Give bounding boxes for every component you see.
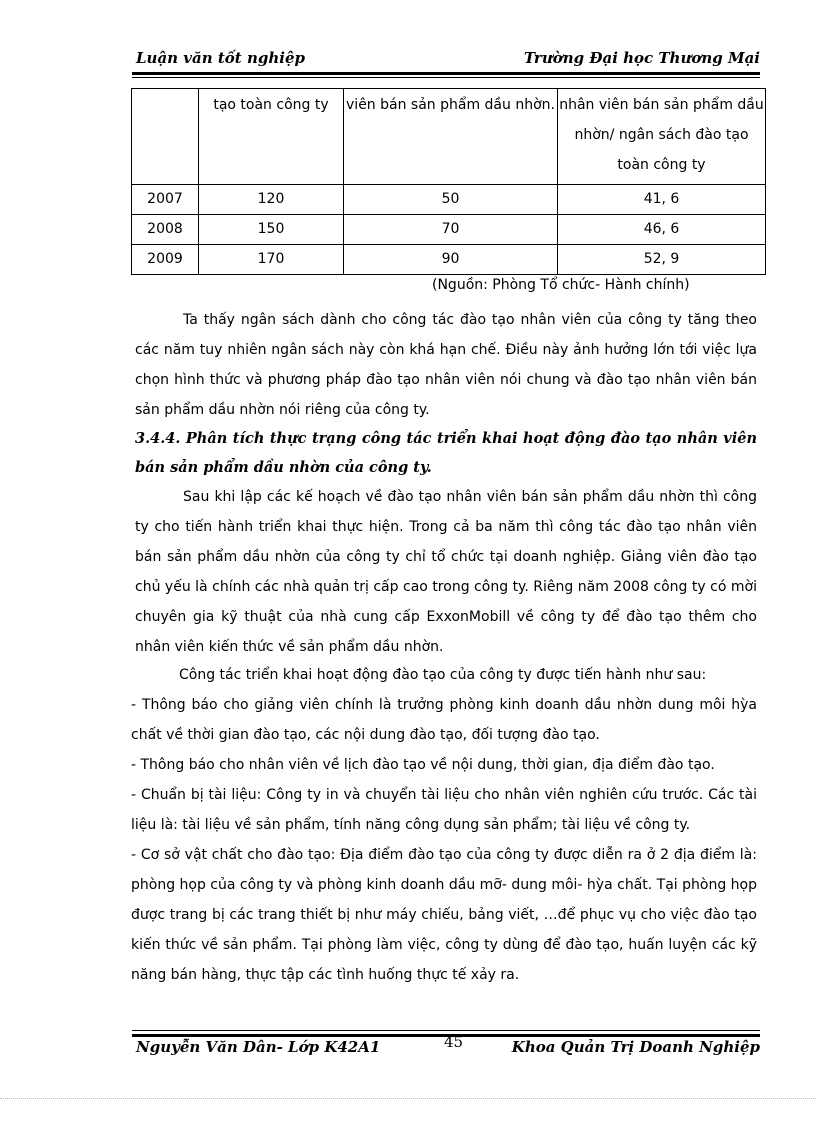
paragraph-implementation: Sau khi lập các kế hoạch về đào tạo nhân viên bán sản phẩm dầu nhờn thì công ty cho tiến hành triển khai thực hiện. Trong cả ba năm thì công tác đào tạo nhân viên bán sản phẩm dầu nhờn của công ty chỉ tổ chức tại doanh nghiệp. Giảng viên đào tạo chủ yếu là chính các nhà quản trị cấp cao trong công ty. Riêng năm 2008 công ty có mời chuyên gia kỹ thuật của nhà cung cấp ExxonMobill về công ty để đào tạo thêm cho nhân viên kiến thức về sản phẩm dầu nhờn.	[135, 489, 757, 655]
table-cell: 170	[199, 245, 344, 275]
table-cell	[132, 89, 199, 185]
table-cell: 41, 6	[558, 185, 766, 215]
table-row	[132, 185, 766, 215]
list-item: - Thông báo cho giảng viên chính là trưởng phòng kinh doanh dầu nhờn dung môi hỳa chất về thời gian đào tạo, các nội dung đào tạo, đối tượng đào tạo.	[131, 697, 757, 743]
table-cell: nhân viên bán sản phẩm dầu nhờn/ ngân sách đào tạo toàn công ty	[558, 89, 766, 185]
footer-rule-thin	[132, 1030, 760, 1031]
header-rule-thin	[132, 77, 760, 78]
table-cell: 52, 9	[558, 245, 766, 275]
paragraph-budget-analysis: Ta thấy ngân sách dành cho công tác đào tạo nhân viên của công ty tăng theo các năm tuy nhiên ngân sách này còn khá hạn chế. Điều này ảnh hưởng lớn tới việc lựa chọn hình thức và phương pháp đào tạo nhân viên nói chung và đào tạo nhân viên bán sản phẩm dầu nhờn nói riêng của công ty.	[135, 312, 757, 418]
table-cell: 150	[199, 215, 344, 245]
table-cell-year: 2009	[132, 245, 199, 275]
budget-table	[131, 88, 766, 275]
table-cell: viên bán sản phẩm dầu nhờn.	[344, 89, 558, 185]
table-cell-year: 2007	[132, 185, 199, 215]
bullet-list	[131, 660, 757, 990]
table-cell-year: 2008	[132, 215, 199, 245]
page-footer	[136, 1033, 760, 1060]
table-source-note: (Nguồn: Phòng Tổ chức- Hành chính)	[432, 277, 690, 293]
header-university: Trường Đại học Thương Mại	[523, 49, 760, 67]
table-cell: 70	[344, 215, 558, 245]
table-row	[132, 245, 766, 275]
table-cell: 46, 6	[558, 215, 766, 245]
header-thesis-title: Luận văn tốt nghiệp	[136, 49, 305, 67]
list-item: - Cơ sở vật chất cho đào tạo: Địa điểm đào tạo của công ty được diễn ra ở 2 địa điểm là: phòng họp của công ty và phòng kinh doanh dầu mỡ- dung môi- hỳa chất. Tại phòng họp được trang bị các trang thiết bị như máy chiếu, bảng viết, …để phục vụ cho việc đào tạo kiến thức về sản phẩm. Tại phòng làm việc, công ty dùng để đào tạo, huấn luyện các kỹ năng bán hàng, thực tập các tình huống thực tế xảy ra.	[131, 847, 757, 983]
table-row	[132, 215, 766, 245]
page-header	[136, 47, 760, 71]
page-edge-divider	[0, 1098, 816, 1099]
footer-author: Nguyễn Văn Dân- Lớp K42A1	[136, 1038, 381, 1056]
table-cell: 90	[344, 245, 558, 275]
table-cell: tạo toàn công ty	[199, 89, 344, 185]
list-item: - Chuẩn bị tài liệu: Công ty in và chuyển tài liệu cho nhân viên nghiên cứu trước. Các tài liệu là: tài liệu về sản phẩm, tính năng công dụng sản phẩm; tài liệu về công ty.	[131, 787, 757, 833]
list-item: - Thông báo cho nhân viên về lịch đào tạo về nội dung, thời gian, địa điểm đào tạo.	[131, 757, 715, 773]
page-number: 45	[444, 1033, 464, 1051]
section-heading: 3.4.4. Phân tích thực trạng công tác triển khai hoạt động đào tạo nhân viên bán sản phẩm dầu nhờn của công ty.	[135, 430, 757, 476]
table-cell: 50	[344, 185, 558, 215]
table-header-row	[132, 89, 766, 185]
header-rule-thick	[132, 72, 760, 75]
table-cell: 120	[199, 185, 344, 215]
paragraph-intro: Công tác triển khai hoạt động đào tạo của công ty được tiến hành như sau:	[179, 667, 707, 683]
footer-department: Khoa Quản Trị Doanh Nghiệp	[511, 1038, 760, 1056]
